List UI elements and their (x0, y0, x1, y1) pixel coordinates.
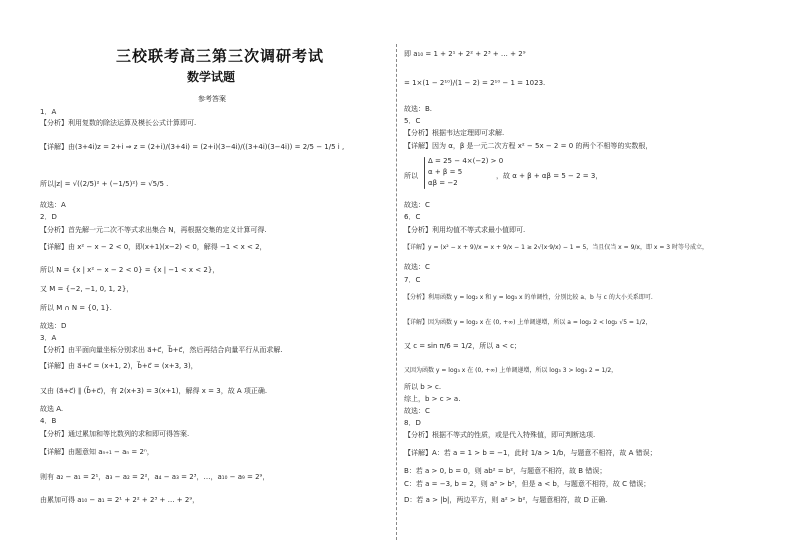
solution-line: 【详解】由 x² − x − 2 < 0，即(x+1)(x−2) < 0，解得 −1 < x < 2， (40, 243, 267, 251)
system-equation: αβ = −2 (428, 179, 458, 187)
right-column (404, 0, 764, 560)
answer-line: 故选 A. (40, 405, 64, 413)
answer-key-label: 参考答案 (198, 95, 226, 103)
question-number: 2．D (40, 213, 57, 221)
question-number: 5．C (404, 117, 421, 125)
analysis-line: 【分析】根据韦达定理即可求解. (404, 129, 505, 137)
analysis-line: 【分析】通过累加和等比数列的求和即可得答案. (40, 430, 190, 438)
solution-line: 所以 b > c. (404, 383, 442, 391)
solution-line: 所以 N = {x | x² − x − 2 < 0} = {x | −1 < x < 2}， (40, 266, 220, 274)
analysis-line: 【分析】利用复数的除法运算及模长公式计算即可. (40, 119, 197, 127)
solution-line: 【详解】因为 α，β 是一元二次方程 x² − 5x − 2 = 0 的两个不相等的实数根， (404, 142, 653, 150)
system-label: 所以 (404, 172, 418, 180)
answer-line: 故选：A (40, 201, 66, 209)
exam-title: 三校联考高三第三次调研考试 (116, 47, 325, 65)
solution-line: 【详解】由(3+4i)z = 2+i ⇒ z = (2+i)/(3+4i) = (2+i)(3−4i)/((3+4i)(3−4i)) = 2/5 − 1/5 i , (40, 143, 345, 151)
solution-line: 【详解】A：若 a = 1 > b = −1，此时 1/a > 1/b，与题意不相符，故 A 错误； (404, 449, 657, 457)
solution-line: B：若 a > 0, b = 0，则 ab² = b²，与题意不相符，故 B 错误； (404, 467, 607, 475)
solution-line: 【详解】y = (x² − x + 9)/x = x + 9/x − 1 ≥ 2√(x·9/x) − 1 = 5，当且仅当 x = 9/x，即 x = 3 时等号成立， (404, 244, 708, 251)
answer-line: 故选：B. (404, 105, 433, 113)
solution-line: 综上，b > c > a. (404, 395, 461, 403)
answer-line: 故选：C (404, 263, 430, 271)
question-number: 6．C (404, 213, 421, 221)
solution-line: 则有 a₂ − a₁ = 2¹，a₃ − a₂ = 2²，a₄ − a₃ = 2³，…，a₁₀ − a₉ = 2⁹， (40, 473, 270, 481)
answer-line: 故选：C (404, 201, 430, 209)
question-number: 4．B (40, 417, 57, 425)
solution-line: 【详解】由 a⃗+c⃗ = (x+1, 2)，b⃗+c⃗ = (x+3, 3)， (40, 362, 198, 370)
solution-line: 【详解】由题意知 aₙ₊₁ − aₙ = 2ⁿ， (40, 448, 154, 456)
analysis-line: 【分析】根据不等式的性质，或是代入特殊值，即可判断选项. (404, 431, 596, 439)
solution-line: 又 c = sin π/6 = 1/2，所以 a < c； (404, 342, 521, 350)
solution-line: = 1×(1 − 2¹⁰)/(1 − 2) = 2¹⁰ − 1 = 1023. (404, 79, 546, 87)
question-number: 3．A (40, 334, 57, 342)
analysis-line: 【分析】利用均值不等式求最小值即可. (404, 226, 526, 234)
analysis-line: 【分析】由平面向量坐标分别求出 a⃗+c⃗，b⃗+c⃗，然后再结合向量平行从而求解. (40, 346, 283, 354)
solution-line: 又 M = {−2, −1, 0, 1, 2}， (40, 285, 134, 293)
solution-line: 又由 (a⃗+c⃗) ∥ (b⃗+c⃗)，有 2(x+3) = 3(x+1)，解得 x = 3，故 A 项正确. (40, 387, 268, 395)
left-column (40, 0, 390, 560)
column-divider (396, 44, 397, 540)
solution-line: 即 a₁₀ = 1 + 2¹ + 2² + 2³ + … + 2⁹ (404, 50, 526, 58)
solution-line: 所以|z| = √((2/5)² + (−1/5)²) = √5/5 . (40, 180, 169, 188)
question-number: 8．D (404, 419, 421, 427)
solution-line: 所以 M ∩ N = {0, 1}. (40, 304, 112, 312)
question-number: 1．A (40, 108, 57, 116)
analysis-line: 【分析】首先解一元二次不等式求出集合 N，再根据交集的定义计算可得. (40, 226, 267, 234)
solution-line: 又因为函数 y = log₃ x 在 (0, +∞) 上单调递增，所以 log₃ 3 > log₃ 2 = 1/2， (404, 367, 618, 374)
analysis-line: 【分析】利用函数 y = log₂ x 和 y = log₃ x 的单调性，分别比较 a、b 与 c 的大小关系即可. (404, 294, 653, 301)
answer-line: 故选：C (404, 407, 430, 415)
system-equation: α + β = 5 (428, 168, 463, 176)
solution-line: D：若 a > |b|，两边平方，则 a² > b²，与题意相符，故 D 正确. (404, 496, 608, 504)
answer-line: 故选：D (40, 322, 67, 330)
solution-line: C：若 a = −3, b = 2，则 a³ > b³，但是 a < b，与题意不相符，故 C 错误； (404, 480, 651, 488)
solution-line: 【详解】因为函数 y = log₂ x 在 (0, +∞) 上单调递增，所以 a = log₂ 2 < log₂ √5 = 1/2， (404, 319, 652, 326)
subject-title: 数学试题 (187, 70, 236, 84)
system-equation: Δ = 25 − 4×(−2) > 0 (428, 157, 504, 165)
question-number: 7．C (404, 276, 421, 284)
solution-line: 由累加可得 a₁₀ − a₁ = 2¹ + 2² + 2³ + … + 2⁹， (40, 496, 200, 504)
equation-system-brace (424, 157, 425, 189)
solution-line: ，故 α + β + αβ = 5 − 2 = 3， (496, 172, 603, 180)
